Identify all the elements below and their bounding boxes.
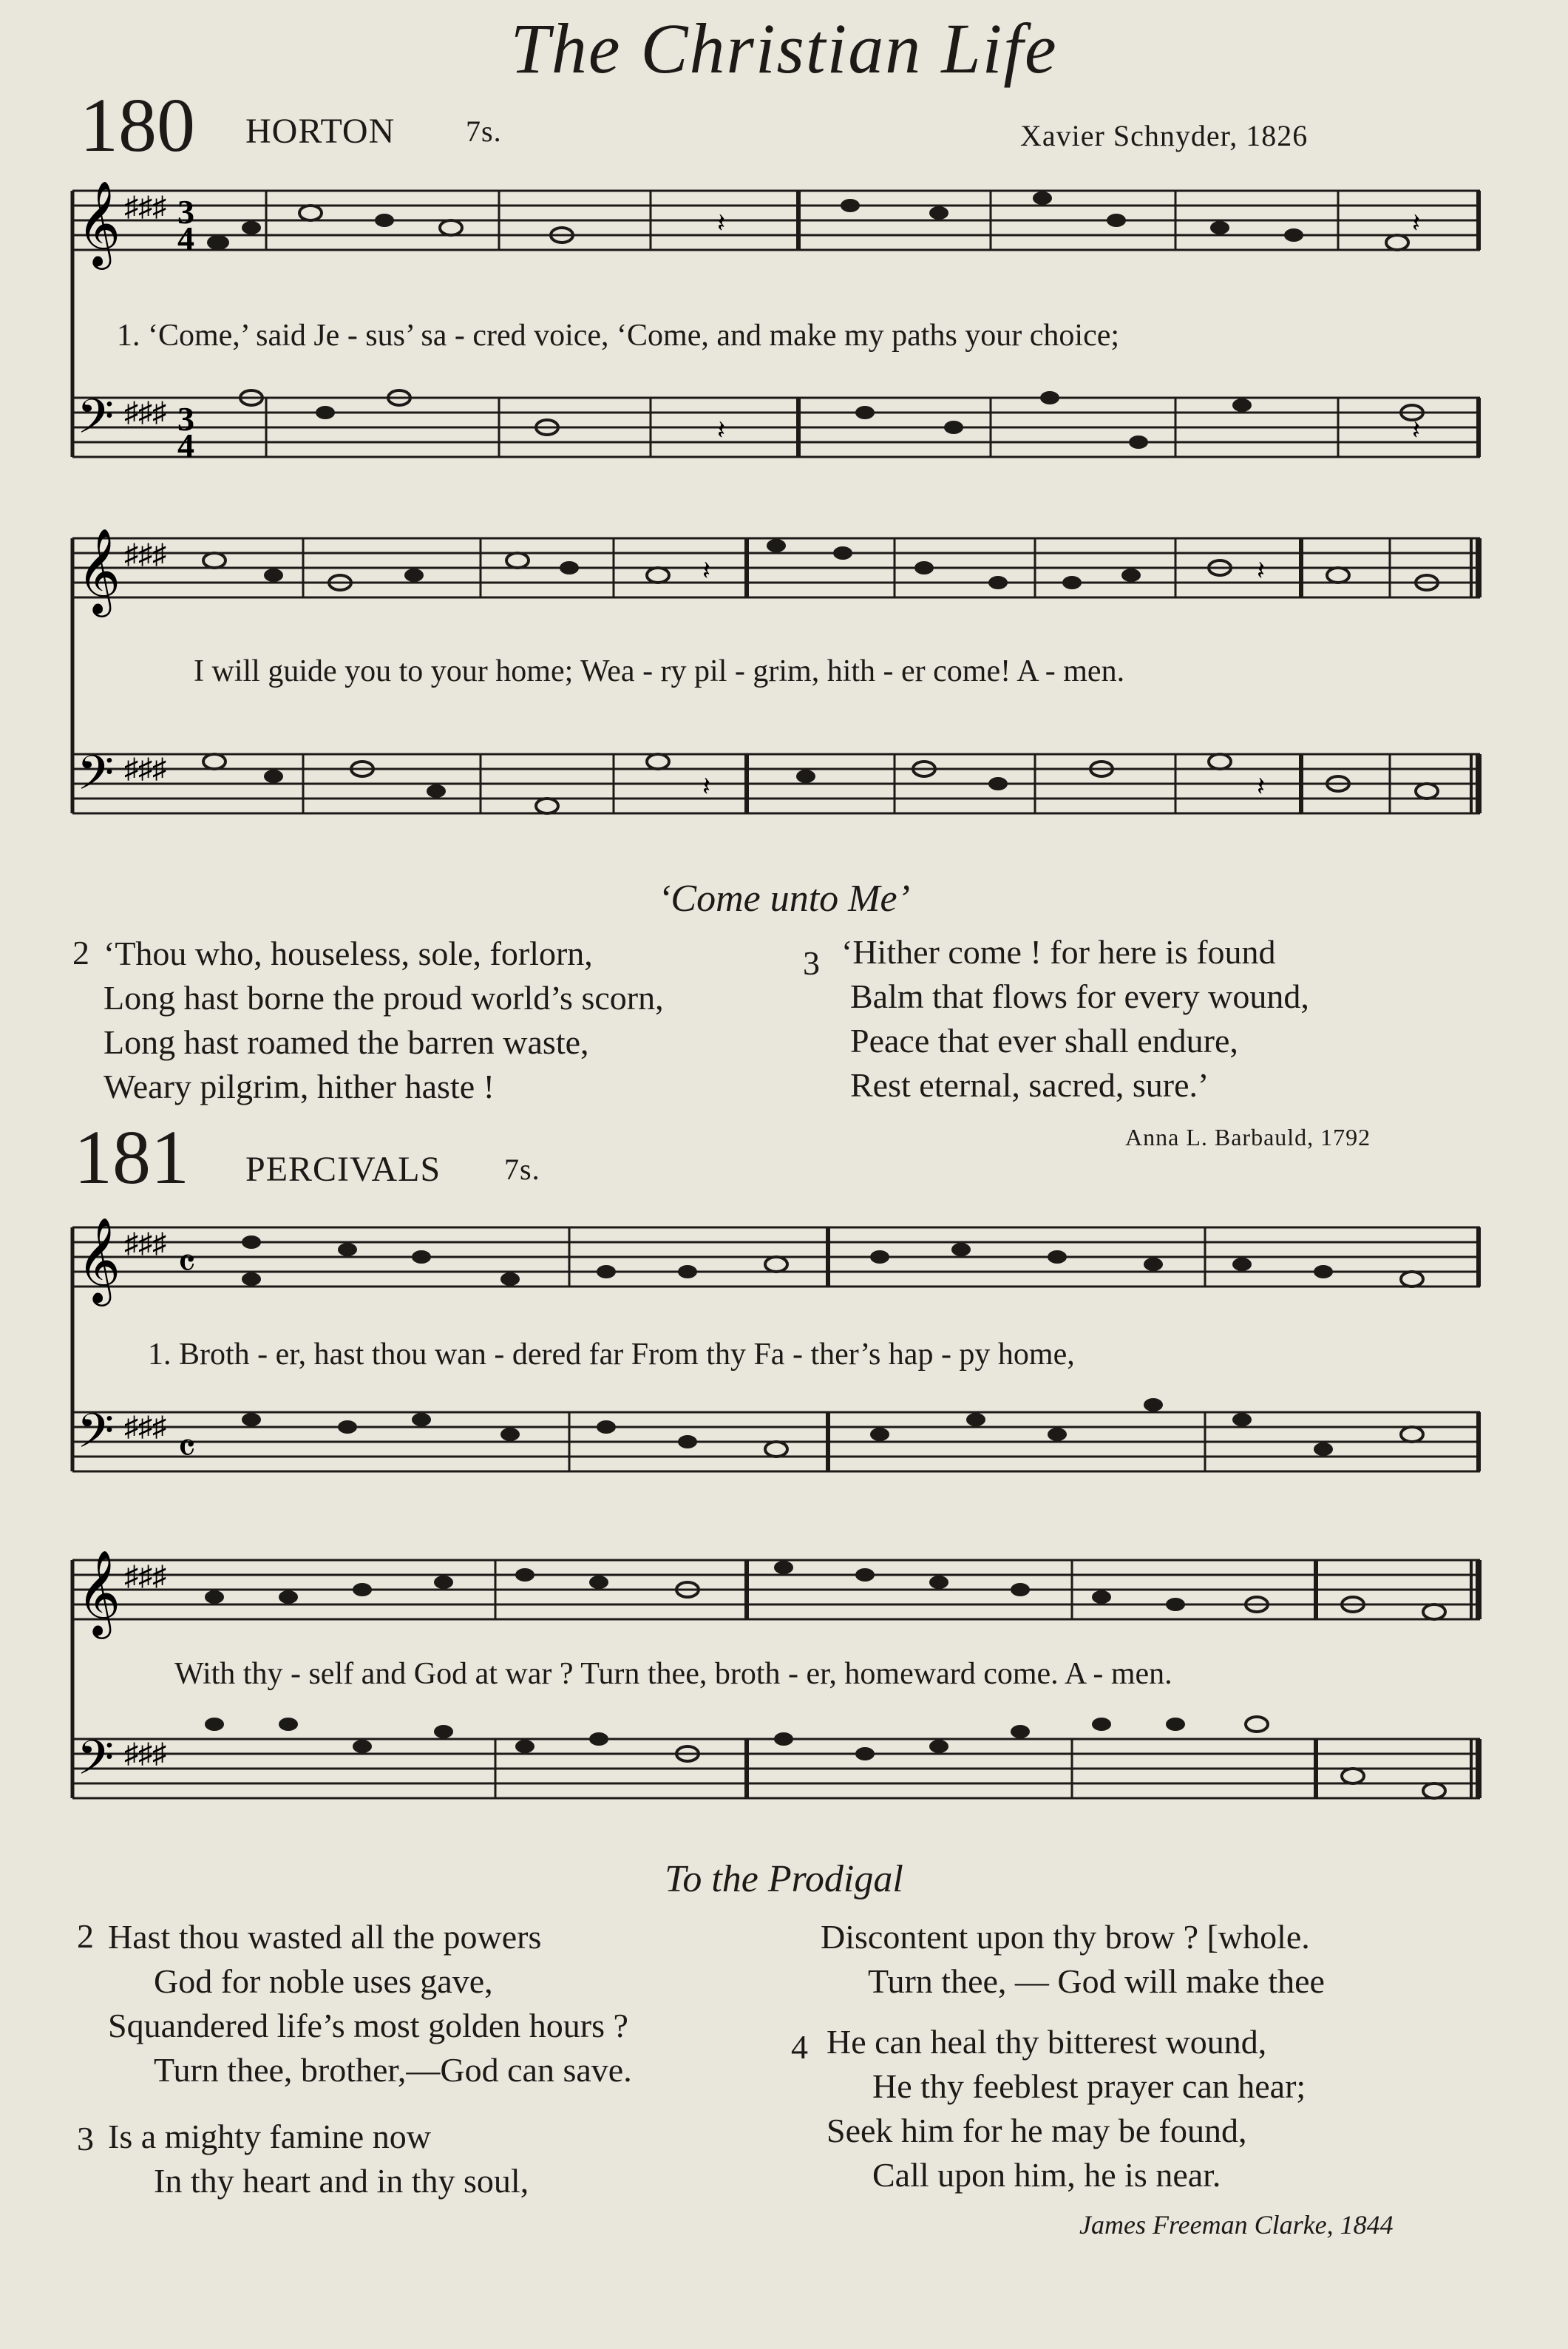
svg-text:♯♯♯: ♯♯♯ [124,753,166,784]
verse-line: God for noble uses gave, [154,1962,493,2000]
svg-text:𝄢: 𝄢 [77,1404,115,1471]
verse-line: ‘Hither come ! for here is found [841,933,1276,971]
svg-text:𝄴: 𝄴 [177,1241,197,1287]
svg-text:𝄽: 𝄽 [702,772,711,801]
verse-line: Call upon him, he is near. [872,2156,1221,2194]
svg-text:𝄽: 𝄽 [1257,556,1266,586]
lyrics-line: With thy - self and God at war ? Turn thee, broth - er, homeward come. A - men. [174,1657,1172,1691]
verse-line: Is a mighty famine now [108,2118,431,2155]
verse-number: 2 [72,934,89,972]
verse-number: 3 [77,2120,94,2158]
svg-text:𝄞: 𝄞 [77,527,121,614]
svg-text:𝄴: 𝄴 [177,1426,197,1472]
verse-line: Rest eternal, sacred, sure.’ [850,1066,1209,1104]
svg-text:𝄽: 𝄽 [1412,416,1421,445]
meter: 7s. [466,115,502,148]
svg-text:𝄞: 𝄞 [77,1549,121,1636]
svg-text:♯♯♯: ♯♯♯ [124,539,166,570]
verse-line: Squandered life’s most golden hours ? [108,2007,628,2044]
tune-name: HORTON [245,112,396,151]
verse-number: 4 [791,2028,808,2066]
svg-text:𝄽: 𝄽 [717,209,726,238]
author-credit: Anna L. Barbauld, 1792 [1125,1124,1371,1150]
svg-text:𝄽: 𝄽 [1257,772,1266,801]
page-title: The Christian Life [510,9,1058,88]
svg-text:♯♯♯: ♯♯♯ [124,1411,166,1443]
lyrics-line: 1. Broth - er, hast thou wan - dered far From thy Fa - ther’s hap - py home, [148,1338,1075,1372]
verse-line: Seek him for he may be found, [827,2112,1247,2149]
svg-text:4: 4 [177,220,194,257]
svg-text:𝄢: 𝄢 [77,1731,115,1797]
verse-line: He can heal thy bitterest wound, [827,2023,1267,2061]
verse-line: Discontent upon thy brow ? [whole. [821,1918,1310,1956]
svg-text:♯♯♯: ♯♯♯ [124,1738,166,1769]
author-credit: James Freeman Clarke, 1844 [1079,2210,1394,2240]
verse-2 [103,932,664,1109]
svg-text:𝄢: 𝄢 [77,390,115,456]
svg-text:𝄞: 𝄞 [77,180,121,266]
lyrics-line: I will guide you to your home; Wea - ry pil - grim, hith - er come! A - men. [194,654,1125,688]
verse-number: 3 [803,944,820,982]
svg-text:3: 3 [177,400,194,438]
verse-line: Balm that flows for every wound, [850,977,1309,1015]
svg-text:𝄢: 𝄢 [77,746,115,813]
verse-line: Hast thou wasted all the powers [108,1918,542,1956]
svg-text:♯♯♯: ♯♯♯ [124,397,166,428]
verse-number: 2 [77,1917,94,1955]
svg-text:4: 4 [177,427,194,464]
verse-line: He thy feeblest prayer can hear; [872,2067,1306,2105]
verse-3 [108,2115,529,2203]
verse-line: Turn thee, brother,—God can save. [154,2051,632,2089]
verse-line: Long hast roamed the barren waste, [103,1023,589,1061]
lyrics-line: 1. ‘Come,’ said Je - sus’ sa - cred voice, ‘Come, and make my paths your choice; [117,319,1120,353]
svg-text:𝄽: 𝄽 [702,556,711,586]
svg-text:𝄞: 𝄞 [77,1216,121,1303]
verse-4 [827,2020,1306,2197]
verse-2-continued [821,1915,1325,2004]
hymn-subtitle: ‘Come unto Me’ [658,878,910,920]
music-system-181-2 [67,1531,1486,1856]
tune-name: PERCIVALS [245,1150,441,1189]
verse-2 [108,1915,632,2092]
svg-text:♯♯♯: ♯♯♯ [124,191,166,223]
composer: Xavier Schnyder, 1826 [1020,119,1309,152]
hymn-number: 181 [74,1115,189,1200]
verse-3 [841,930,1309,1108]
svg-text:3: 3 [177,193,194,231]
hymn-subtitle: To the Prodigal [665,1858,903,1900]
verse-line: Long hast borne the proud world’s scorn, [103,979,664,1017]
svg-text:𝄽: 𝄽 [1412,209,1421,238]
verse-line: Turn thee, — God will make thee [868,1962,1325,2000]
verse-line: ‘Thou who, houseless, sole, forlorn, [103,935,593,972]
svg-text:♯♯♯: ♯♯♯ [124,1561,166,1592]
verse-line: Weary pilgrim, hither haste ! [103,1068,495,1105]
verse-line: Peace that ever shall endure, [850,1022,1238,1060]
svg-text:♯♯♯: ♯♯♯ [124,1228,166,1259]
hymn-number: 180 [80,83,195,168]
verse-line: In thy heart and in thy soul, [154,2162,529,2200]
meter: 7s. [504,1153,540,1186]
svg-text:𝄽: 𝄽 [717,416,726,445]
